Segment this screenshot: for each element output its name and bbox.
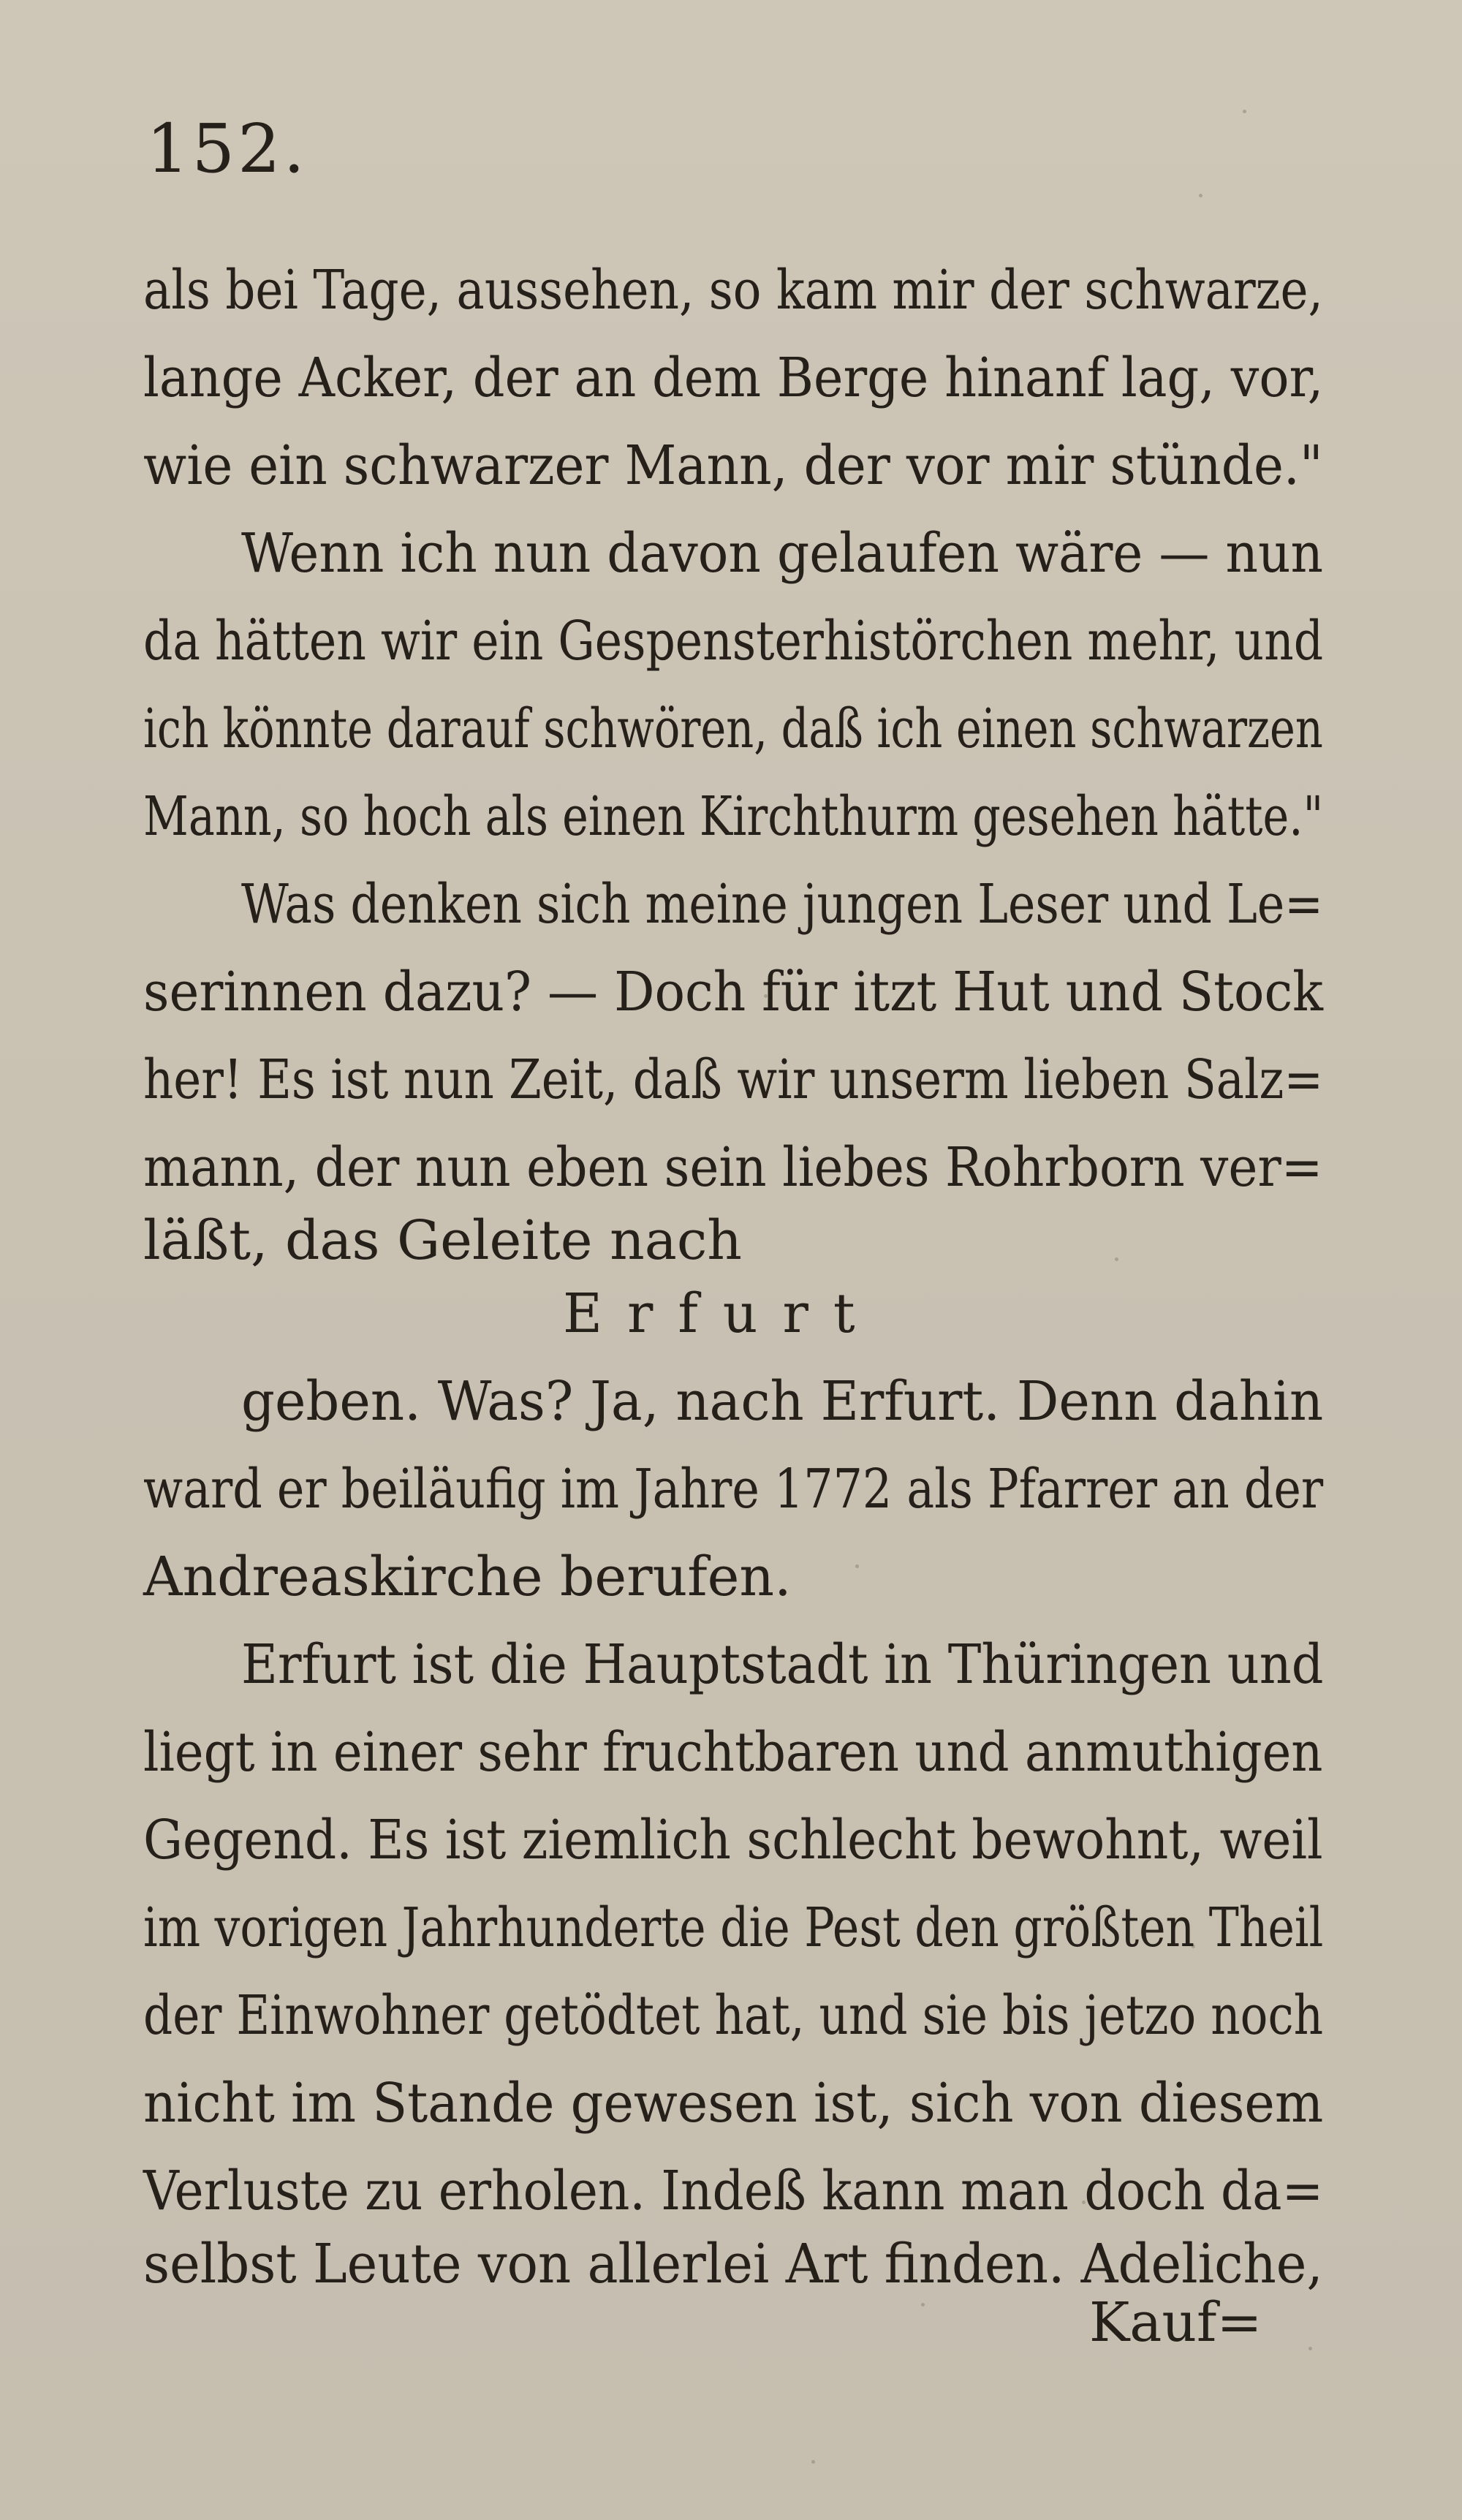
catchword: Kauf= <box>1089 2291 1262 2354</box>
text-line: liegt in einer sehr fruchtbaren und anmuthigen <box>143 1721 1323 1784</box>
paper-speck <box>1308 2347 1312 2350</box>
text-line: geben. Was? Ja, nach Erfurt. Denn dahin <box>241 1370 1324 1433</box>
text-line: ward er beiläufig im Jahre 1772 als Pfarrer an der <box>143 1458 1324 1521</box>
paper-speck <box>921 2303 925 2307</box>
text-line: Verluste zu erholen. Indeß kann man doch da= <box>143 2160 1324 2222</box>
text-line: nicht im Stande gewesen ist, sich von diesem <box>143 2072 1324 2135</box>
text-line: lange Acker, der an dem Berge hinanf lag, vor, <box>143 347 1324 409</box>
text-line: mann, der nun eben sein liebes Rohrborn ver= <box>143 1136 1323 1199</box>
paper-speck <box>811 2460 815 2464</box>
paper-speck <box>1115 1257 1118 1261</box>
section-heading: Erfurt <box>563 1282 880 1345</box>
text-line: Andreaskirche berufen. <box>143 1545 792 1608</box>
text-line: Was denken sich meine jungen Leser und Le= <box>241 873 1324 936</box>
text-line: her! Es ist nun Zeit, daß wir unserm lieben Salz= <box>143 1048 1324 1111</box>
text-line: selbst Leute von allerlei Art finden. Adeliche, <box>143 2233 1323 2296</box>
text-line: ich könnte darauf schwören, daß ich einen schwarzen <box>143 697 1323 760</box>
text-line: läßt, das Geleite nach <box>143 1209 742 1272</box>
text-line: der Einwohner getödtet hat, und sie bis jetzo noch <box>143 1984 1324 2047</box>
paper-speck <box>1199 194 1202 197</box>
text-line: serinnen dazu? — Doch für itzt Hut und Stock <box>143 961 1324 1023</box>
text-line: Mann, so hoch als einen Kirchthurm gesehen hätte." <box>143 785 1324 848</box>
text-line: wie ein schwarzer Mann, der vor mir stünde." <box>143 434 1323 497</box>
text-line: Erfurt ist die Hauptstadt in Thüringen und <box>241 1633 1324 1696</box>
page-number: 152. <box>146 110 308 188</box>
text-line: als bei Tage, aussehen, so kam mir der schwarze, <box>143 259 1323 322</box>
text-line: da hätten wir ein Gespensterhistörchen mehr, und <box>143 610 1324 673</box>
paper-speck <box>1243 110 1246 113</box>
paper-speck <box>855 1564 859 1568</box>
text-line: Wenn ich nun davon gelaufen wäre — nun <box>241 522 1324 585</box>
text-line: Gegend. Es ist ziemlich schlecht bewohnt, weil <box>143 1809 1323 1872</box>
text-line: im vorigen Jahrhunderte die Pest den größten Theil <box>143 1896 1324 1959</box>
